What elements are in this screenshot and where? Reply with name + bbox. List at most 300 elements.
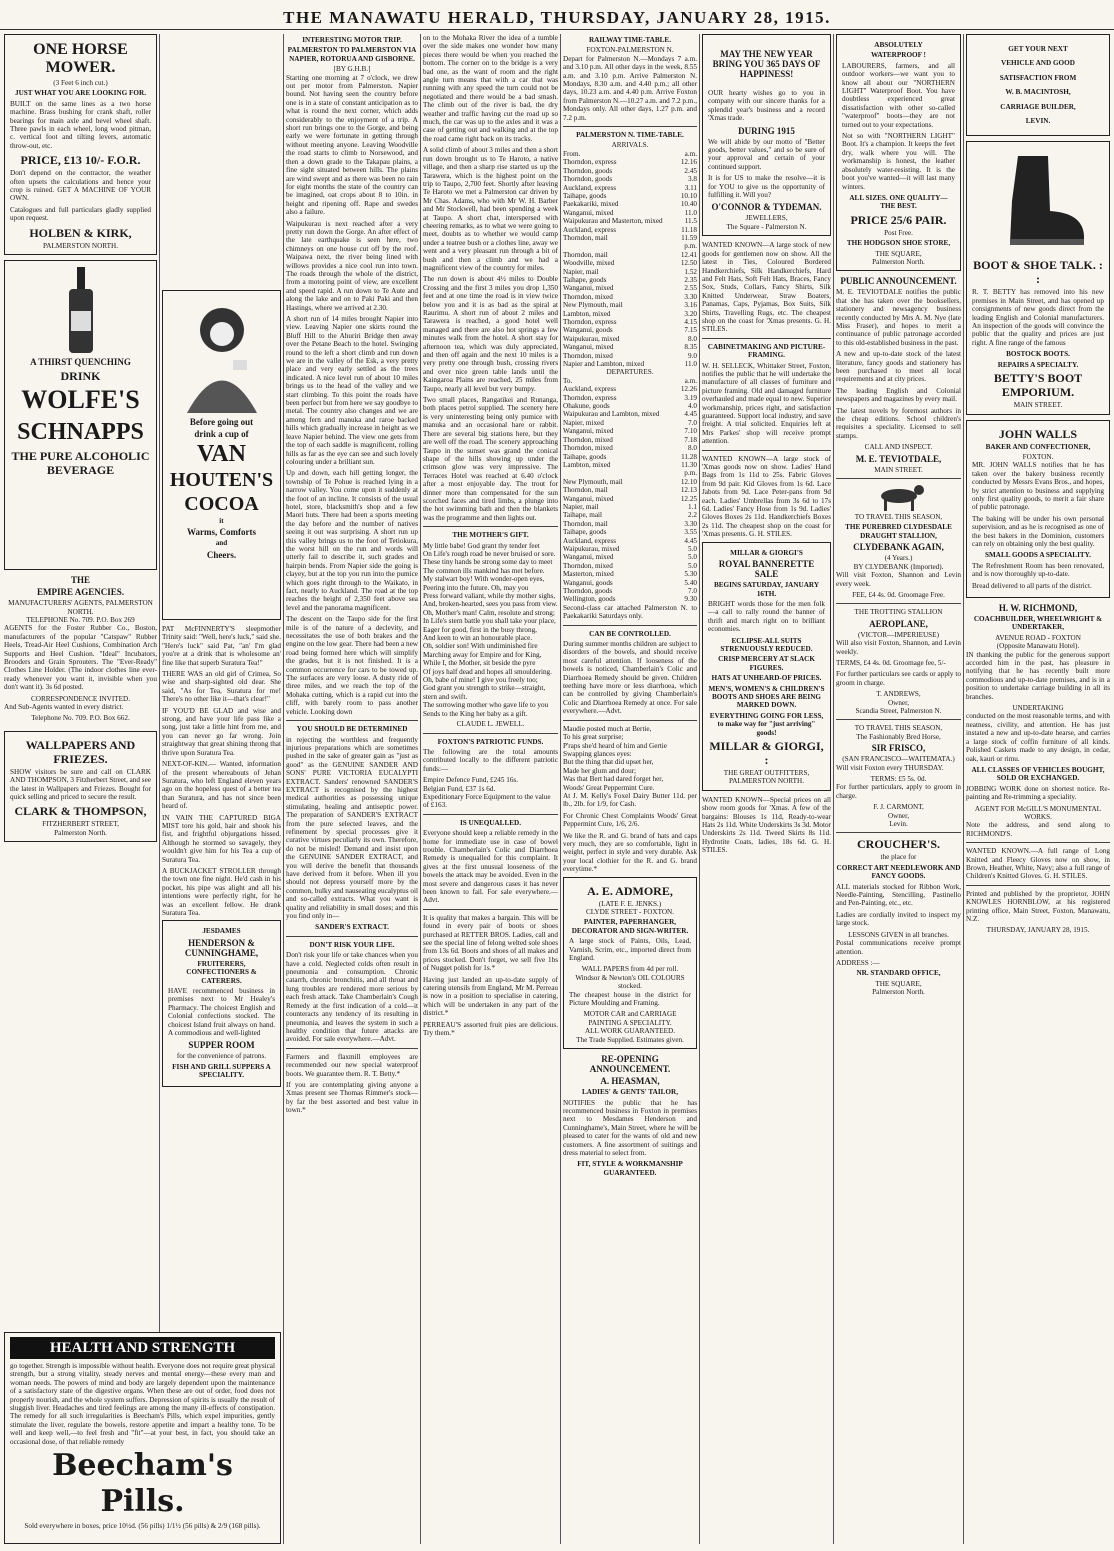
jobbing-line: JOBBING WORK done on shortest notice. Re-painting and Re-trimming a speciality. [966, 784, 1110, 802]
heasman-trade: LADIES' & GENTS' TAILOR, [582, 1088, 678, 1097]
train-name: Waipukurau and Masterton, mixed [563, 217, 663, 226]
from-label: From. [563, 149, 581, 158]
gift-author: CLAUDE L. JEWELL. [456, 720, 525, 729]
poem-line: Marching away for Empire and for King, [423, 650, 542, 659]
admore-car: MOTOR CAR and CARRIAGE PAINTING A SPECIALITY. [583, 1010, 677, 1027]
macintosh-line-6: LEVIN. [1025, 117, 1051, 126]
during-1915: DURING 1915 [738, 125, 795, 136]
butter-note: At J. M. Kelly's Foxel Dairy Butter 11d. per lb., 2lb. for 1/9, for Cash. [563, 791, 697, 809]
square-line: THE SQUARE, [875, 979, 922, 988]
admore-body: A large stock of Paints, Oils, Lead, Varnish, Scrim, etc., imported direct from England. [569, 937, 691, 963]
richmond-name: H. W. RICHMOND, [998, 603, 1078, 613]
column-5 [563, 34, 697, 1544]
train-time: 7.0 [688, 587, 697, 595]
frisco-by: (SAN FRANCISCO—WAITEMATA.) [842, 755, 955, 764]
wanted-known-3: WANTED KNOWN—Special prices on all show room goods for 'Xmas. A few of the bargains: Blouses 1s 11d, Ready-to-wear Hats 2s 11d. White Underskirts 3s 3d. Motor Underskirts 2s 11d. Tweed Skirts 8s 11d. Hydrotite Coats, ladies, 18s 6d. G. H. STILES. [702, 795, 831, 855]
suratura-par-4: NEXT-OF-KIN.— Wanted, information of the present whereabouts of Jehan Suratura, who left England eleven years ago on the hopeless quest of a better tea than Suratura, and has not since been heard of. [162, 760, 281, 811]
empire-ad [4, 575, 157, 723]
train-name: Thorndon, mixed [563, 444, 613, 453]
train-time: 12.10 [680, 477, 697, 486]
repairs-line: REPAIRS A SPECIALTY. [997, 360, 1079, 369]
fund-item: Belgian Fund, £37 1s 6d. [423, 784, 496, 793]
arrival-row [563, 335, 697, 343]
train-name: Wanganui, mixed [563, 553, 614, 562]
motor-cont-1: on to the Mohaka River the idea of a tumble over the side makes one wonder how many pieces there would be when you reached the bottom. The corner on to the bridge is a very bad one, as the want of room and the right angle turn means that with a car that was running with any speed the turn could not be negotiated and there would be a bad smash. The climb out of the river is bad, the dry weather and traffic having cut the road up so much, the car was up to the axles and it was a case of getting out and walking and at the top the road came right back on its tracks. [423, 34, 558, 143]
jewellers-label: JEWELLERS, [745, 214, 788, 223]
motor-para-1: Starting one morning at 7 o'clock, we drew out per motor from Palmerston. Napier bound. Not having seen the country before one is in a state of constant anticipation as to what is round the next corner, which adds considerably to the enjoyment of a trip. A short run brings one to the Gorge, and being early we were fortunate in getting through without meeting anyone. Leaving Woodville the road starts to climb to Norsewood, and then a down grade to the Takapau plains, a fine sight situated between hills. The plains are wind swept and as there was been no rain for eight months the state of the country can be imagined, oat crops about 8 to 10in. in height and ripening off. Rape and swedes also a failure. [286, 73, 418, 217]
van-line-9: Cheers. [206, 549, 237, 560]
emporium-line: BETTY'S BOOT EMPORIUM. [993, 371, 1083, 400]
train-name: Auckland, express [563, 225, 617, 234]
train-time: 4.0 [688, 402, 697, 411]
column-rule [699, 34, 700, 1544]
town-line: Palmerston North. [872, 988, 925, 997]
am-label: a.m. [684, 376, 697, 385]
departure-row [563, 570, 697, 578]
departure-row [563, 587, 697, 595]
departure-row [563, 402, 697, 410]
standard-office: NR. STANDARD OFFICE, [856, 969, 941, 978]
train-time: 4.45 [684, 410, 697, 419]
schnapps-line-2: DRINK [60, 369, 101, 384]
wanted-known-1: WANTED KNOWN—A large stock of new goods for gentlemen now on show. All the latest in Ties, Coloured Bordered Handkerchiefs, Silk Handkerchiefs, Hard and Felt Hats, Soft Felt Hats, Braces, Fancy Sox, Studs, Collars, Fancy Shirts, Silk Knitted Underwear, Straw Boaters, Panamas, Caps, Pyjamas, Box Suits, Silk Shirts, Travelling Rugs, etc. The cheapest shop on the coast for 'Xmas presents. G. H. STILES. [702, 241, 831, 334]
bostock-line: BOSTOCK BOOTS. [1006, 350, 1070, 359]
poem-line: But the thing that did upset her, [563, 758, 654, 767]
unequalled-body: Everyone should keep a reliable remedy in the home for immediate use in case of bowel trouble. Chamberlain's Colic and Diarrhoea Remedy is unequalled for this complaint. It gives at the first unusual looseness of the bowels the attack may be avoided. Even in the most severe and dangerous cases it has never been known to fail. For sale everywhere.—Advt. [423, 829, 558, 905]
arrival-row [563, 318, 697, 326]
departure-row [563, 486, 697, 494]
empire-subtitle: MANUFACTURERS' AGENTS, PALMERSTON NORTH. [8, 599, 153, 616]
departures-head: DEPARTURES. [606, 368, 654, 377]
poem-line: Made her glum and dour; [563, 766, 637, 775]
poem-line: Oh, soldier son! With undiminished fire [423, 642, 538, 651]
fund-headline: FOXTON'S PATRIOTIC FUNDS. [437, 737, 544, 746]
train-name: Thorndon, mail [563, 519, 608, 528]
train-name: Ohakune, goods [563, 402, 610, 411]
andrews-street: Scandia Street, Palmerston N. [855, 706, 942, 715]
train-name: Napier, mail [563, 267, 599, 276]
train-name: Auckland, express [563, 536, 617, 545]
millar-name: MILLAR & GIORGI, : [709, 739, 824, 767]
train-time: 1.52 [684, 267, 697, 276]
teviotdale-street: MAIN STREET. [874, 465, 923, 474]
wallpaper-title: WALLPAPERS AND FRIEZES. [25, 737, 136, 766]
arrival-row [563, 360, 697, 368]
clark-street: FITZHERBERT STREET, [42, 820, 119, 829]
van-line-8: and [215, 539, 228, 548]
train-name: Thorndon, goods [563, 175, 613, 184]
arrival-row [563, 259, 697, 267]
macintosh-line-3: SATISFACTION FROM [999, 73, 1077, 82]
to-label: To. [563, 376, 573, 385]
poem-line: My stalwart boy! With wonder-open eyes, [423, 575, 545, 584]
departure-row [563, 595, 697, 603]
mower-body: BUILT on the same lines as a two horse machine. Brass bushing for crank shaft, roller bearings for main axle and bevel wheel shaft. Three pawls in each wheel, long wood pitman, c. vertical foot and tilting levers, automatic throw-out, etc. [10, 99, 151, 150]
contemplate-note: If you are contemplating giving anyone a Xmas present see Thomas Rimmer's stock—by far the best assorted and best value in town.* [286, 1080, 418, 1115]
bottle-illustration [10, 265, 151, 355]
departure-row [563, 495, 697, 503]
train-name: Napier and Lambton, mixed [563, 360, 645, 369]
controlled-body: During summer months children are subject to disorders of the bowels, and should receive most careful attention. If looseness of the bowels is noticed, Chamberlain's Colic and Diarrhoea Remedy should be given. Children teething have more or less diarrhoea, which can be controlled by giving Chamberlain's Colic and Diarrhoea Remedy at once. For sale everywhere.—Advt. [563, 640, 697, 716]
admore-late: (LATE F. E. JENKS.) [598, 899, 662, 908]
arrivals-pm-list [563, 251, 697, 369]
aeroplane-name: AEROPLANE, [869, 618, 928, 629]
croucher-place: the place for [880, 853, 917, 862]
train-time: 5.40 [684, 578, 697, 587]
arrival-row [563, 200, 697, 208]
resolve-body: It is for US to make the resolve—it is for YOU to give us the opportunity of fulfilling it. Will you? [708, 174, 825, 200]
boot-shoe-head: BOOT & SHOE TALK. : : [973, 258, 1103, 287]
clyde-by: BY CLYDEBANK (Imported). [853, 562, 944, 571]
train-name: Wellington, goods [563, 595, 616, 604]
richmond-body: IN thanking the public for the generous support accorded him in the past, has pleasure in notifying that he has recently built more commodious and up-to-date premises, and is in a position to undertake carriage building in all its branches. [966, 650, 1110, 701]
train-name: Auckland, express [563, 183, 617, 192]
train-time: 3.11 [684, 183, 697, 192]
column-6b [836, 34, 961, 1544]
clyde-visit: Will visit Foxton, Shannon and Levin every week. [836, 571, 961, 588]
column-7 [966, 34, 1110, 1544]
poem-line: My little babe! God grant thy tender feet [423, 541, 540, 550]
holben-town: PALMERSTON NORTH. [42, 241, 119, 250]
train-time: 8.35 [684, 343, 697, 352]
train-time: 8.0 [688, 334, 697, 343]
teviotdale-body: M. E. TEVIOTDALE notifies the public that she has taken over the booksellers, stationery and newsagency business recently conducted by Mrs A. M. Nye (late Miss Fraser), and hopes to merit a continuance of public patronage accorded to this old-established business in the past. [836, 288, 961, 347]
sale-begins: BEGINS SATURDAY, JANUARY 16TH. [713, 581, 820, 598]
clyde-name: CLYDEBANK AGAIN, [853, 542, 944, 553]
departure-row [563, 410, 697, 418]
maudie-poem [563, 725, 697, 792]
henderson-ad [162, 920, 281, 1086]
pub-announce-head: PUBLIC ANNOUNCEMENT. [840, 276, 957, 287]
admore-glass: The cheapest house in the district for Picture Moulding and Framing. [569, 990, 691, 1008]
van-line-3: VAN [197, 441, 246, 467]
departure-row [563, 436, 697, 444]
boot-price: PRICE 25/6 PAIR. [850, 212, 947, 227]
frisco-visit: Will visit Foxton every THURSDAY. [836, 763, 944, 772]
determine-body: in rejecting the worthless and frequently injurious preparations which are sometimes pushed in the sake of greater gain as "just as good" as the GENUINE SANDER AND SONS' PURE VICTORIA EUCALYPTI EXTRACT. Sanders' renowned SANDER'S EXTRACT is recognised by the highest medical authorities as possessing unique stimulating, healing and antiseptic power. The preparation of SANDER'S EXTRACT from the pure selected leaves, and the refinement by special processes give it curative virtues peculiarly its own. Therefore, do not be misled! Demand and insist upon the GENUINE SANDER EXTRACT, and you will derive the benefit that thousands have derived from it before. When ill you should not depress yourself more by the common, bulky and nauseating eucalyptus oil and so-called extracts. What you want is quality and reliability in small doses; and this you find only in— [286, 735, 418, 921]
health-body: go together. Strength is impossible without health. Everyone does not require great physical strength, but a strong vitality, steady nerves and mental energy—these every man and woman needs. The powers of mind and body are largely dependent upon the maintenance of a satisfactory state of the digestive organs. When these are out of order, food does not properly nourish, and the whole system suffers. Depression of spirits is usually the result of sluggish liver. Headaches and tired feelings are among the many ill-effects of constipation. The remedy for all such irregularities is Beecham's Pills, which expel impurities, gently stimulate the liver, regulate the bowels, restore appetite and impart a healthy tone. To be well and keep well,—to feel fresh and "fit"—at your best, in fact, you should take an occasional dose, of that reliable remedy [10, 1362, 275, 1446]
motor-cont-2: A solid climb of about 3 miles and then a short run down brought us to Te Haroto, a native village, and then a sharp rise started us up the Tarawera, which is the highest point on the trip to Taupo, 2,700 feet. Shortly after leaving Te Haroto we met a Palmerston car driven by Mr Chas. Adams, who with Mr W. H. Barber and Mr Stockwell, had been spending a week at Taupo. A short chat, interspersed with cheering remarks, as to what we were going to meet, doubts as to whether we would camp under a teatree bush or a clothes line, away we went and a very pleasant run through a bit of bush and then a climb and we had a magnificent view of the country for miles. [423, 146, 558, 272]
train-name: Wanganui, goods [563, 326, 613, 335]
arrival-row [563, 158, 697, 166]
walls-body: MR. JOHN WALLS notifies that he has taken over the bakery business recently conducted by Messrs Evans Bros., and hopes, by strict attention to business and supplying only first quality goods, to merit a fair share of public patronage. [972, 461, 1104, 512]
risk-body: Don't risk your life or take chances when you have a cold. Neglected colds often result in pneumonia and consumption. Chronic catarrh, chronic bronchitis, and all throat and lung troubles are rendered more serious by each fresh attack. Take Chamberlain's Cough Remedy at the first indication of a cold—it counteracts any tendency of its resulting in pneumonia, and leaves the system in such a healthy condition that future attacks are avoided. For sale everywhere.—Advt. [286, 951, 418, 1044]
clyde-age: (4 Years.) [884, 554, 913, 563]
train-name: Thorndon, mail [563, 486, 608, 495]
frisco-head: The Fashionably Bred Horse, [856, 732, 941, 741]
column-2 [162, 290, 281, 1320]
mower-note: Don't depend on the contractor, the weather often upsets the calculations and hence your crop is ruined. GET A MACHINE OF YOUR OWN. [10, 169, 151, 203]
poem-line: The common ills mankind has met before. [423, 566, 545, 575]
teviotdale-news: The leading English and Colonial newspapers and magazines by every mail. [836, 386, 961, 404]
andrews-owner: Owner, [887, 698, 910, 707]
arrivals-am-list [563, 158, 697, 242]
motor-para-2: Waipukurau is next reached after a very pretty run down the Gorge. An after effect of the late earthquake is seen here, two chimneys on one house cut off by the roof. Waipawa next, the river being lined with willows provides a nice cool run into town. The roads through the whole of the district, from a motoring point of view, are excellent and speed rapid. A run down to Te Aute and along the lake and on to Paki Paki and then Hastings, where we arrived at 2.30. [286, 219, 418, 312]
schnapps-line-1: A THIRST QUENCHING [30, 357, 131, 368]
refresh-note: The Refreshment Room has been renovated, and is now thoroughly up-to-date. [972, 561, 1104, 579]
reopen-head: RE-OPENING ANNOUNCEMENT. [589, 1054, 671, 1075]
gift-poem [423, 542, 558, 719]
motor-cont-3: The run down is about 4½ miles to Double Crossing and the first 3 miles you drop 1,350 feet and at one time the road is in view twice below you and it is as bad as the spiral at Raurimu. A short run of about 2 miles and Tarawera is reached, a good hotel well managed and there are also hot springs a few minutes walk from the hotel. A short stay for afternoon tea, which was duly appreciated, and then off again and the next 10 miles is a very pretty one through bush, crossing rivers and over nice green table lands until the Kaingaroa Plains are reached, 25 miles from Taupo, nearly all level but very bumpy. [423, 275, 558, 393]
palm-timetable-head: PALMERSTON N. TIME-TABLE. [576, 131, 684, 140]
unequalled-headline: IS UNEQUALLED. [459, 818, 522, 827]
train-time: 11.28 [681, 452, 697, 461]
walls-ad [966, 420, 1110, 599]
train-name: Taihape, goods [563, 275, 607, 284]
poem-line: Press forward valiant, while thy mother sighs, [423, 592, 556, 600]
van-houten-ad [162, 290, 281, 620]
poem-line: These tiny hands be strong some day to meet [423, 558, 553, 567]
brand-note: We like the R. and G. brand of hats and caps very much, they are so comfortable, light in weight, perfect in style and very durable. Ask your local clothier for the R. and G. brand everytime.* [563, 831, 697, 874]
bright-body: BRIGHT words those for the men folk—a call to rally round the banner of thrift and march right on to brilliant economies. [708, 599, 825, 634]
train-time: 11.0 [684, 360, 697, 369]
fund-body: The following are the total amounts contributed locally to the different patriotic funds:— [423, 747, 558, 773]
trot-head: THE TROTTING STALLION [854, 608, 943, 617]
train-name: Thorndon, mixed [563, 561, 613, 570]
wallpaper-body: SHOW visitors be sure and call on CLARK AND THOMPSON, 3 Fitzherbert Street, and see the latest in Wallpapers and Friezes. Bought for quick selling and priced to secure the result. [10, 767, 151, 801]
poem-line: Swapping glances eyes: [563, 749, 632, 758]
poem-line: Peering into the future. Oh, may you [423, 583, 529, 592]
hodgson-name: THE HODGSON SHOE STORE, [846, 239, 951, 248]
arrivals-head: ARRIVALS. [611, 141, 649, 150]
address-label: ADDRESS :— [836, 958, 880, 967]
departure-row [563, 503, 697, 511]
risk-headline: DON'T RISK YOUR LIFE. [309, 940, 395, 949]
arrival-row [563, 301, 697, 309]
train-name: Thorndon, mail [563, 233, 608, 242]
walls-town: FOXTON. [1022, 452, 1054, 461]
arrival-row [563, 326, 697, 334]
train-name: Paekakariki, mixed [563, 200, 619, 209]
empire-body: AGENTS for the Foster Rubber Co., Boston, manufacturers of the popular "Catspaw" Rubber Heels, Tread-Air Heel Cushions, Combination Arch Supports and Heel Cushion. "Ideal" Incubators, Brooders and Grain Sprouters. The "Ever-Ready" Clothes Line Holder. (The indoor clothes line ever-ready whenever you want it, invisible when you don't want it). 3s 6d posted. [4, 624, 157, 692]
column-rule [963, 34, 964, 1544]
poem-line: Eager for good, first in the busy throng, [423, 625, 537, 634]
train-name: Wanganui, goods [563, 578, 613, 587]
train-name: Woodville, mixed [563, 259, 615, 268]
departure-row [563, 553, 697, 561]
betty-body: R. T. BETTY has removed into his new premises in Main Street, and has opened up consignments of new goods direct from the leading English and Colonial manufacturers. An inspection of the goods will convince the public that the quality and prices are just right. A fine range of the famous [972, 288, 1104, 347]
departures-pm-list [563, 478, 697, 604]
column-rule [833, 34, 834, 1544]
suratura-par-3: IF YOU'D BE GLAD and wise and strong, and have your life pass like a song, just take a little hint from me, and you can never go far wrong. Join straightway that great shining throng that thrive upon Suratura Tea. [162, 706, 281, 757]
departures-am-list [563, 385, 697, 469]
admore-ad [563, 877, 697, 1050]
arrival-row [563, 209, 697, 217]
henderson-line-3: FRUITERERS, CONFECTIONERS & CATERERS. [186, 959, 257, 985]
departure-row [563, 419, 697, 427]
heasman-body: NOTIFIES the public that he has recommenced business in Foxton in premises next to Mesdames Henderson and Cunninghame's, Main Street, where he will be pleased to cater for the wants of old and new customers. A fine assortment of suitings and dress material to select from. [563, 1098, 697, 1157]
departure-row [563, 520, 697, 528]
outfitters: THE GREAT OUTFITTERS, [723, 769, 810, 777]
arrival-row [563, 352, 697, 360]
clark-name: CLARK & THOMPSON, [14, 804, 147, 819]
agent-line: AGENT FOR McGILL'S MONUMENTAL WORKS. [974, 804, 1102, 821]
train-name: Thorndon, mixed [563, 351, 613, 360]
clyde-fee: FEE, £4 4s. 0d. Groomage Free. [852, 590, 945, 599]
train-time: 11.59 [681, 233, 697, 242]
train-name: Napier, mixed [563, 418, 604, 427]
poem-line: While I, the Mother, sit beside the pyre [423, 659, 536, 668]
empire-telephone-2: Telephone No. 709. P.O. Box 662. [31, 714, 130, 723]
train-time: 2.2 [688, 511, 697, 520]
jeweller-street: The Square - Palmerston N. [726, 222, 807, 231]
crisp-line: CRISP MERCERY AT SLACK FIGURES. [718, 655, 815, 672]
train-time: 12.25 [680, 494, 697, 503]
bottle-icon [61, 267, 101, 353]
imprint-date: THURSDAY, JANUARY 28, 1915. [986, 926, 1090, 935]
column-rule [283, 34, 284, 1544]
departure-row [563, 427, 697, 435]
travel-line-1: TO TRAVEL THIS SEASON, [854, 513, 943, 522]
controlled-headline: CAN BE CONTROLLED. [589, 629, 671, 638]
poem-line: Woods' Great Peppermint Cure. [563, 783, 655, 792]
train-name: Taihape, mail [563, 511, 603, 520]
arrival-row [563, 268, 697, 276]
cabinet-headline: CABINETMAKING AND PICTURE-FRAMING. [707, 342, 826, 360]
departure-row [563, 444, 697, 452]
column-4 [423, 34, 558, 1544]
royal-sale: ROYAL BANNERETTE SALE [718, 559, 815, 580]
train-time: 7.15 [684, 326, 697, 335]
eclipse-line: ECLIPSE-ALL SUITS STRENUOUSLY REDUCED. [720, 636, 813, 653]
frisco-terms: TERMS: £5 5s. 0d. [870, 775, 927, 783]
heasman-name: A. HEASMAN, [600, 1076, 660, 1087]
determine-headline: YOU SHOULD BE DETERMINED [296, 725, 408, 734]
column-6 [702, 34, 831, 1544]
poem-line: P'raps she'd heard of him and Gertie [563, 741, 667, 750]
clyde-head: THE PUREBRED CLYDESDALE DRAUGHT STALLION, [845, 523, 952, 540]
empire-correspondence: CORRESPONDENCE INVITED. [30, 694, 131, 703]
train-time: 11.5 [684, 217, 697, 226]
train-name: Thorndon, mixed [563, 292, 613, 301]
arrival-row [563, 217, 697, 225]
departure-row [563, 453, 697, 461]
train-time: 8.0 [688, 444, 697, 453]
departure-row [563, 537, 697, 545]
arrival-row [563, 293, 697, 301]
new-year-wish: MAY THE NEW YEAR BRING YOU 365 DAYS OF HAPPINESS! [712, 49, 821, 79]
post-free: Post Free. [884, 228, 913, 237]
arrival-row [563, 251, 697, 259]
sizes-line: ALL SIZES. ONE QUALITY—THE BEST. [849, 193, 948, 211]
train-name: Waipukurau, mixed [563, 334, 620, 343]
gift-headline: THE MOTHER'S GIFT. [452, 531, 529, 540]
train-time: 7.0 [688, 418, 697, 427]
train-name: Thorndon, mixed [563, 435, 613, 444]
croucher-art: CORRECT ART NEEDLEWORK AND FANCY GOODS. [836, 863, 961, 881]
motor-para-5: The descent on the Taupo side for the first mile is of the nature of a declevity, and necessitates the use of both brakes and the engine on the low gear. There had been a new road being formed here which will simplify the grades, but it is not finished. It is a common occurrence for cars to be towed up. The surfaces are very loose. A dusty ride of three miles, and we reach the top of the Mohaka cutting, which is a rapid cut into the cliff, with barely room to pass another vehicle. Looking down [286, 615, 418, 716]
train-time: 5.0 [688, 544, 697, 553]
train-name: Thorndon, express [563, 318, 617, 326]
richmond-address: AVENUE ROAD - FOXTON [995, 633, 1081, 642]
oconnor-name: O'CONNOR & TYDEMAN. [711, 202, 822, 213]
catering-note: Having just landed an up-to-date supply of catering utensils from England, Mr M. Perreau is now in a position to specialise in catering, which will be undertaken in any part of the district.* [423, 975, 558, 1018]
walls-body-2: The baking will be under his own personal supervision, and as he is recognised as one of the best bakers in the Dominion, customers can rely on obtaining only the best quality. [972, 514, 1104, 548]
column-3 [286, 34, 418, 1544]
motor-para-4: Up and down, each hill getting longer, the township of Te Pohue is reached lying in a narrow valley. You come upon it suddenly at the foot of an incline. It consists of the usual hotel, store, blacksmith's shop and a few Maori huts. There had been a sports meeting the day before and the number of natives seeing it out was surprising. A short run up this valley brings us to the foot of Tetiokura, the worst hill on the run and words will utterly fail to describe it, such grades and hairpin bends. From Napier side the going is clayey, but at the top you run into the pumice which goes right through to the Waikato, in fact, nearly to Auckland. The road at the top reaches the height of 2,350 feet above sea level and the panorama magnificent. [286, 469, 418, 612]
farmers-note: Farmers and flaxmill employees are recommended our new special waterproof boots. We guarantee them. R. T. Betty.* [286, 1052, 418, 1078]
train-time: 4.45 [684, 536, 697, 545]
arrival-row [563, 234, 697, 242]
macintosh-line-2: VEHICLE AND GOOD [1001, 59, 1075, 68]
poem-line: Oh, babe of mine! I give you freely too; [423, 676, 538, 685]
croucher-invite: Ladies are cordially invited to inspect my large stock. [836, 910, 961, 928]
train-name: Thorndon, mail [563, 250, 608, 259]
boot-illustration [972, 146, 1104, 256]
column-rule [560, 34, 561, 1544]
carmont-owner: Owner, [887, 811, 910, 820]
schnapps-line-5: THE PURE ALCOHOLIC BEVERAGE [11, 449, 150, 478]
cabinet-body: W. H. SELLECK, Whittaker Street, Foxton, notifies the public that he will undertake the manufacture of all classes of furniture and picture framing. Old and damaged furniture overhauled and made equal to new. Superior workmanship, prices right, and satisfaction guaranteed. Support local industry, and save freight. A trial solicited. Enquiries left at Mrs Parkes' shop will receive prompt attention. [702, 361, 831, 446]
rail-headline: RAILWAY TIME-TABLE. [588, 36, 671, 44]
fund-item: Empire Defence Fund, £245 16s. [423, 776, 519, 785]
henderson-line-2: HENDERSON & CUNNINGHAME, [184, 937, 259, 958]
wallpaper-ad [4, 731, 157, 842]
train-time: 7.10 [684, 427, 697, 436]
empire-title: EMPIRE AGENCIES. [36, 587, 125, 598]
suratura-par-2: THERE WAS an old girl of Crimea, So wise and sharp-sighted old dear. She said, "As for Tea, Suratura for me! There's no other like it—that's clear!" [162, 670, 281, 704]
van-line-5: COCOA [184, 493, 259, 515]
poem-line: The sorrowing mother who gave life to you [423, 701, 549, 710]
train-name: Wanganui, mixed [563, 427, 614, 436]
poem-line: In Life's stern battle you shall take your place, [423, 617, 556, 626]
train-time: 9.30 [684, 595, 697, 604]
poem-line: To his great surprise; [563, 733, 624, 742]
empire-telephone: TELEPHONE No. 709. P.O. Box 269 [26, 615, 135, 624]
train-name: Taihape, goods [563, 528, 607, 537]
train-name: Auckland, express [563, 385, 617, 394]
suratura-par-5: IN VAIN THE CAPTURED BIGA MIST tore his gold, hair and shook his fist, and frightful objurgations hissed. Although he stormed so savagely, they wouldn't give him for his Tea a cup of Suratura Tea. [162, 813, 281, 864]
frisco-particulars: For further particulars, apply to groom in charge. [836, 783, 961, 800]
croucher-body: ALL materials stocked for Ribbon Work, Needle-Painting, Stencilling, Pastinello and Pen-Painting, etc., etc. [836, 882, 961, 908]
train-name: Taihape, goods [563, 452, 607, 461]
foxton-palm-body: Depart for Palmerston N.—Mondays 7 a.m. and 3.10 p.m. All other days in the week, 8.55 a.m. and 3.10 p.m. Arrive Palmerston N. Mondays, 8.30 a.m. and 4.40 p.m.; all other days, 10.23 a.m. and 4.40 p.m. Arrive Foxton from Palmerston N.—10.27 a.m. and 7.2 p.m., Mondays only. All other days, 1.27 p.m. and 7.2 p.m. [563, 54, 697, 122]
frisco-name: SIR FRISCO, [871, 743, 926, 754]
bread-note: Bread delivered to all parts of the district. [972, 581, 1092, 590]
schnapps-line-3: WOLFE'S [21, 385, 140, 415]
arrival-row [563, 310, 697, 318]
foxton-palm-head: FOXTON-PALMERSTON N. [586, 46, 674, 55]
poem-line: And, broken-hearted, sees you pass from view. [423, 600, 558, 609]
train-time: 12.16 [680, 158, 697, 167]
abide-body: We will abide by our motto of "Better goods, better values," and so be sure of your approval and certain of your continued support. [708, 137, 825, 171]
quality-note: It is quality that makes a bargain. This will be found in every pair of boots or shoes purchased at RETTER BROS. Ladies, call and see the special line of felong welted sole shoes from 13s 6d. Boots and shoes of all makes and prices stocked. Don't forget, we sell five 1bs of Nugget polish for 1s.* [423, 913, 558, 973]
van-line-6: it [219, 517, 224, 525]
teviotdale-stock: A new and up-to-date stock of the latest literature, fancy goods and stationery has been purchased to meet all local requirements and at city prices. [836, 350, 961, 384]
schnapps-line-4: SCHNAPPS [17, 419, 144, 446]
arrival-row [563, 276, 697, 284]
teviotdale-novels: The latest novels by foremost authors in the cheap editions. School children's requisites a speciality. Licensed to sell stamps. [836, 406, 961, 440]
clark-town: Palmerston North. [54, 828, 107, 837]
train-time: 3.19 [684, 393, 697, 402]
andrews-name: T. ANDREWS, [876, 690, 921, 699]
van-line-2: drink a cup of [194, 429, 249, 439]
departure-row [563, 385, 697, 393]
admore-trade: PAINTER, PAPERHANGER, DECORATOR AND SIGN-WRITER. [571, 918, 689, 935]
health-headline: HEALTH AND STRENGTH [10, 1337, 275, 1359]
departure-row [563, 478, 697, 486]
train-name: Thorndon, express [563, 158, 617, 167]
arrival-row [563, 284, 697, 292]
departure-row [563, 528, 697, 536]
carmont-name: F. J. CARMONT, [873, 803, 924, 812]
train-time: 3.8 [688, 175, 697, 184]
walls-trade: BAKER AND CONFECTIONER, [985, 442, 1091, 451]
poem-line: On Life's rough road be never bruised or sore. [423, 549, 556, 558]
arrival-row [563, 184, 697, 192]
determine-end: SANDER'S EXTRACT. [315, 923, 389, 932]
fund-item: Expeditionary Force Equipment to the value of £163. [423, 792, 551, 810]
